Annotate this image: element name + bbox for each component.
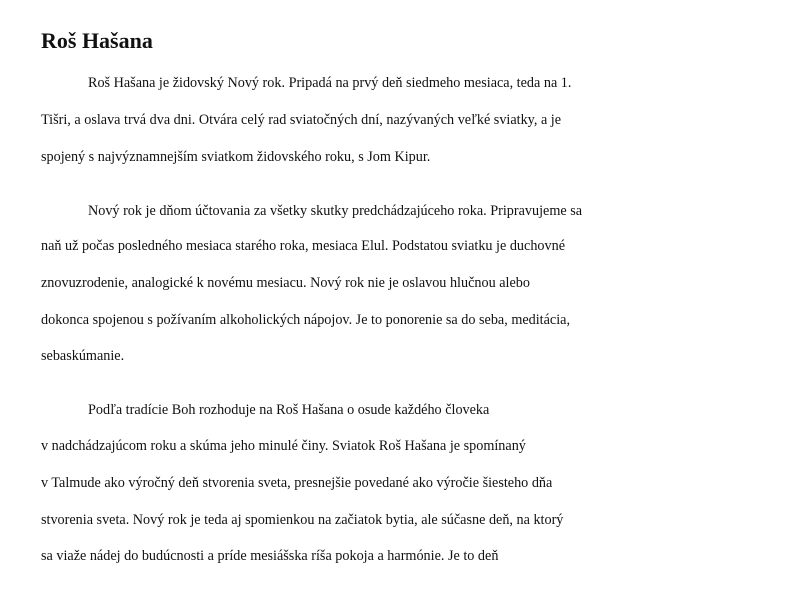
paragraph-3-line-2: v nadchádzajúcom roku a skúma jeho minulé činy. Sviatok Roš Hašana je spomínaný (41, 438, 526, 454)
paragraph-2-line-5: sebaskúmanie. (41, 348, 125, 364)
paragraph-2-line-2: naň už počas posledného mesiaca starého roka, mesiaca Elul. Podstatou sviatku je duchovné (41, 238, 565, 254)
paragraph-2-line-3: znovuzrodenie, analogické k novému mesiacu. Nový rok nie je oslavou hlučnou alebo (41, 275, 530, 291)
paragraph-3-line-1: Podľa tradície Boh rozhoduje na Roš Hašana o osude každého človeka (88, 402, 490, 418)
paragraph-2-line-1: Nový rok je dňom účtovania za všetky skutky predchádzajúceho roka. Pripravujeme sa (88, 203, 583, 219)
paragraph-3-line-4: stvorenia sveta. Nový rok je teda aj spomienkou na začiatok bytia, ale súčasne deň, na ktorý (41, 512, 564, 528)
paragraph-1-line-3: spojený s najvýznamnejším sviatkom židovského roku, s Jom Kipur. (41, 149, 431, 165)
paragraph-2-line-4: dokonca spojenou s požívaním alkoholických nápojov. Je to ponorenie sa do seba, meditácia, (41, 312, 571, 328)
paragraph-3-line-3: v Talmude ako výročný deň stvorenia sveta, presnejšie povedané ako výročie šiesteho dňa (41, 475, 553, 491)
paragraph-1-line-2: Tišri, a oslava trvá dva dni. Otvára celý rad sviatočných dní, nazývaných veľké sviatky, a je (41, 112, 562, 128)
paragraph-3-line-5: sa viaže nádej do budúcnosti a príde mesiášska ríša pokoja a harmónie. Je to deň (41, 548, 499, 564)
document-title: Roš Hašana (41, 28, 153, 53)
paragraph-1-line-1: Roš Hašana je židovský Nový rok. Pripadá na prvý deň siedmeho mesiaca, teda na 1. (88, 75, 572, 91)
